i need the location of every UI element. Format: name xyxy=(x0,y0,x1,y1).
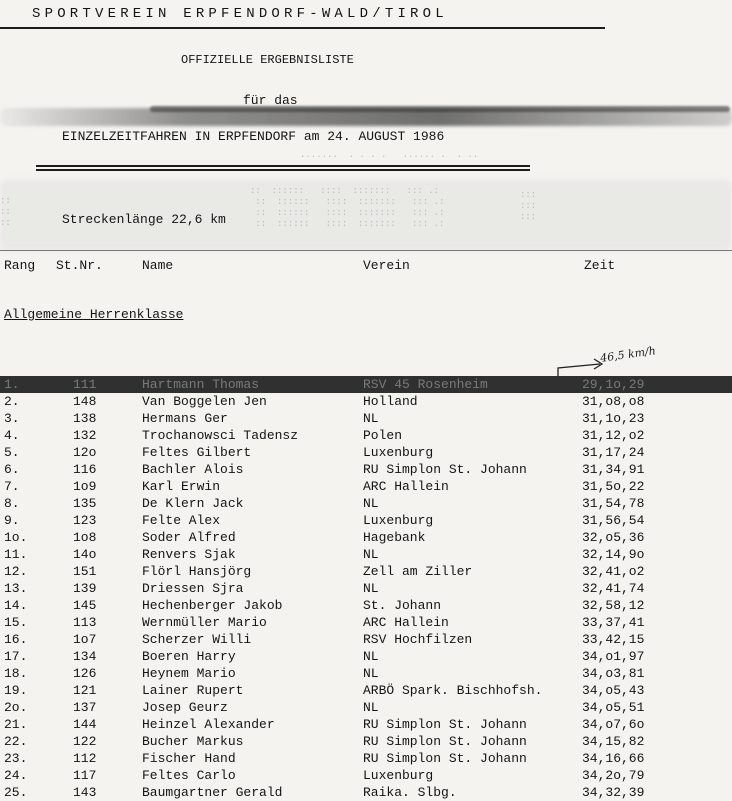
cell-rang: 8. xyxy=(4,496,20,511)
table-row xyxy=(0,784,732,801)
cell-verein: ARBÖ Spark. Bischhofsh. xyxy=(363,683,543,698)
cell-verein: RU Simplon St. Johann xyxy=(363,734,527,749)
table-row xyxy=(0,750,732,767)
cell-nr: 1o9 xyxy=(73,479,97,494)
table-row xyxy=(0,444,732,461)
cell-rang: 5. xyxy=(4,445,20,460)
cell-verein: ARC Hallein xyxy=(363,479,449,494)
cell-name: Bachler Alois xyxy=(142,462,244,477)
cell-rang: 6. xyxy=(4,462,20,477)
cell-rang: 25. xyxy=(4,785,28,800)
cell-rang: 13. xyxy=(4,581,28,596)
cell-rang: 18. xyxy=(4,666,28,681)
cell-zeit: 34,32,39 xyxy=(582,785,645,800)
cell-zeit: 33,37,41 xyxy=(582,615,645,630)
ghost-text: ::: ::: ::: xyxy=(520,190,537,222)
cell-zeit: 34,o3,81 xyxy=(582,666,645,681)
cell-nr: 117 xyxy=(73,768,97,783)
cell-name: Heynem Mario xyxy=(142,666,236,681)
cell-rang: 21. xyxy=(4,717,28,732)
cell-verein: Polen xyxy=(363,428,403,443)
column-header-verein: Verein xyxy=(363,258,410,273)
cell-zeit: 32,41,74 xyxy=(582,581,645,596)
table-row xyxy=(0,495,732,512)
cell-zeit: 31,1o,23 xyxy=(582,411,645,426)
table-row xyxy=(0,733,732,750)
cell-zeit: 31,5o,22 xyxy=(582,479,645,494)
cell-name: Soder Alfred xyxy=(142,530,236,545)
cell-zeit: 32,14,9o xyxy=(582,547,645,562)
class-label: Allgemeine Herrenklasse xyxy=(4,307,184,322)
cell-zeit: 31,34,91 xyxy=(582,462,645,477)
cell-verein: St. Johann xyxy=(363,598,442,613)
table-row xyxy=(0,427,732,444)
table-row xyxy=(0,376,732,393)
cell-rang: 24. xyxy=(4,768,28,783)
cell-zeit: 34,o7,6o xyxy=(582,717,645,732)
cell-nr: 145 xyxy=(73,598,97,613)
cell-name: Fischer Hand xyxy=(142,751,236,766)
cell-nr: 134 xyxy=(73,649,97,664)
cell-name: Hartmann Thomas xyxy=(142,377,260,392)
cell-name: Renvers Sjak xyxy=(142,547,236,562)
cell-name: Wernmüller Mario xyxy=(142,615,267,630)
table-row xyxy=(0,614,732,631)
cell-verein: NL xyxy=(363,496,379,511)
cell-rang: 16. xyxy=(4,632,28,647)
cell-rang: 1o. xyxy=(4,530,28,545)
cell-verein: Hagebank xyxy=(363,530,426,545)
ghost-text: :: :: :: xyxy=(0,196,11,228)
cell-nr: 137 xyxy=(73,700,97,715)
divider-rule xyxy=(0,250,732,251)
cell-verein: NL xyxy=(363,547,379,562)
cell-zeit: 34,15,82 xyxy=(582,734,645,749)
cell-verein: NL xyxy=(363,581,379,596)
cell-rang: 23. xyxy=(4,751,28,766)
cell-verein: NL xyxy=(363,700,379,715)
cell-verein: Holland xyxy=(363,394,418,409)
cell-name: Karl Erwin xyxy=(142,479,221,494)
cell-name: Feltes Carlo xyxy=(142,768,236,783)
cell-zeit: 33,42,15 xyxy=(582,632,645,647)
course-length: Streckenlänge 22,6 km xyxy=(62,212,226,227)
cell-nr: 1o7 xyxy=(73,632,97,647)
cell-verein: Luxenburg xyxy=(363,768,434,783)
cell-verein: NL xyxy=(363,666,379,681)
cell-verein: NL xyxy=(363,411,379,426)
column-header-zeit: Zeit xyxy=(584,258,616,273)
cell-name: Hermans Ger xyxy=(142,411,228,426)
cell-nr: 132 xyxy=(73,428,97,443)
cell-name: Van Boggelen Jen xyxy=(142,394,267,409)
table-row xyxy=(0,512,732,529)
cell-name: Flörl Hansjörg xyxy=(142,564,252,579)
cell-name: Josep Geurz xyxy=(142,700,228,715)
ghost-text: ....... . . . . ...... . . .. xyxy=(300,150,479,160)
table-row xyxy=(0,546,732,563)
header-rule xyxy=(0,27,605,29)
cell-nr: 1o8 xyxy=(73,530,97,545)
cell-name: Felte Alex xyxy=(142,513,221,528)
cell-zeit: 34,o5,43 xyxy=(582,683,645,698)
cell-zeit: 31,17,24 xyxy=(582,445,645,460)
cell-name: Boeren Harry xyxy=(142,649,236,664)
table-row xyxy=(0,461,732,478)
cell-nr: 144 xyxy=(73,717,97,732)
cell-nr: 112 xyxy=(73,751,97,766)
cell-name: Trochanowsci Tadensz xyxy=(142,428,299,443)
cell-name: Hechenberger Jakob xyxy=(142,598,283,613)
handwritten-note: 46,5 km/h xyxy=(599,344,657,365)
table-row xyxy=(0,597,732,614)
table-row xyxy=(0,393,732,410)
cell-nr: 111 xyxy=(73,377,97,392)
column-header-name: Name xyxy=(142,258,174,273)
cell-verein: Luxenburg xyxy=(363,513,434,528)
cell-name: De Klern Jack xyxy=(142,496,244,511)
cell-rang: 12. xyxy=(4,564,28,579)
cell-rang: 2o. xyxy=(4,700,28,715)
cell-rang: 22. xyxy=(4,734,28,749)
cell-zeit: 32,41,o2 xyxy=(582,564,645,579)
cell-rang: 15. xyxy=(4,615,28,630)
cell-nr: 148 xyxy=(73,394,97,409)
double-rule-bottom xyxy=(36,169,530,171)
cell-verein: RSV 45 Rosenheim xyxy=(363,377,488,392)
cell-zeit: 34,2o,79 xyxy=(582,768,645,783)
cell-zeit: 34,16,66 xyxy=(582,751,645,766)
table-row xyxy=(0,716,732,733)
cell-rang: 19. xyxy=(4,683,28,698)
table-row xyxy=(0,699,732,716)
cell-verein: Luxenburg xyxy=(363,445,434,460)
cell-verein: RSV Hochfilzen xyxy=(363,632,473,647)
cell-zeit: 34,o1,97 xyxy=(582,649,645,664)
cell-verein: Raika. Slbg. xyxy=(363,785,457,800)
cell-nr: 126 xyxy=(73,666,97,681)
cell-verein: RU Simplon St. Johann xyxy=(363,462,527,477)
column-header-rang: Rang xyxy=(4,258,36,273)
cell-name: Driessen Sjra xyxy=(142,581,244,596)
cell-zeit: 32,o5,36 xyxy=(582,530,645,545)
cell-rang: 4. xyxy=(4,428,20,443)
cell-zeit: 32,58,12 xyxy=(582,598,645,613)
cell-nr: 135 xyxy=(73,496,97,511)
cell-rang: 14. xyxy=(4,598,28,613)
cell-name: Scherzer Willi xyxy=(142,632,252,647)
cell-nr: 116 xyxy=(73,462,97,477)
photocopy-smear xyxy=(150,106,730,112)
ghost-text: :: :::::: :::: ::::::: ::: .: :: :::::: :::: ::::::: ::: .: :: :::::: :::: ::::::: ::: .: :: :::::: :::: ::::::: ::: .: xyxy=(250,186,445,229)
club-header: SPORTVEREIN ERPFENDORF-WALD/TIROL xyxy=(32,6,448,22)
cell-rang: 11. xyxy=(4,547,28,562)
cell-name: Baumgartner Gerald xyxy=(142,785,283,800)
cell-name: Heinzel Alexander xyxy=(142,717,275,732)
cell-verein: RU Simplon St. Johann xyxy=(363,751,527,766)
cell-verein: Zell am Ziller xyxy=(363,564,473,579)
cell-rang: 17. xyxy=(4,649,28,664)
cell-nr: 14o xyxy=(73,547,97,562)
cell-nr: 123 xyxy=(73,513,97,528)
cell-zeit: 31,o8,o8 xyxy=(582,394,645,409)
cell-rang: 9. xyxy=(4,513,20,528)
cell-nr: 121 xyxy=(73,683,97,698)
cell-zeit: 34,o5,51 xyxy=(582,700,645,715)
cell-zeit: 31,56,54 xyxy=(582,513,645,528)
cell-verein: RU Simplon St. Johann xyxy=(363,717,527,732)
table-row xyxy=(0,478,732,495)
table-row xyxy=(0,529,732,546)
table-row xyxy=(0,665,732,682)
cell-verein: ARC Hallein xyxy=(363,615,449,630)
event-title: EINZELZEITFAHREN IN ERPFENDORF am 24. AUGUST 1986 xyxy=(62,129,445,144)
table-row xyxy=(0,410,732,427)
table-row xyxy=(0,767,732,784)
cell-rang: 1. xyxy=(4,377,20,392)
cell-rang: 3. xyxy=(4,411,20,426)
cell-zeit: 31,54,78 xyxy=(582,496,645,511)
cell-verein: NL xyxy=(363,649,379,664)
double-rule-top xyxy=(36,165,530,167)
cell-nr: 12o xyxy=(73,445,97,460)
cell-rang: 2. xyxy=(4,394,20,409)
cell-nr: 113 xyxy=(73,615,97,630)
subtitle: für das xyxy=(243,93,298,108)
cell-nr: 122 xyxy=(73,734,97,749)
cell-rang: 7. xyxy=(4,479,20,494)
table-row xyxy=(0,631,732,648)
table-row xyxy=(0,682,732,699)
cell-name: Feltes Gilbert xyxy=(142,445,252,460)
column-header-nr: St.Nr. xyxy=(56,258,103,273)
table-row xyxy=(0,648,732,665)
cell-name: Lainer Rupert xyxy=(142,683,244,698)
cell-nr: 139 xyxy=(73,581,97,596)
cell-name: Bucher Markus xyxy=(142,734,244,749)
cell-nr: 143 xyxy=(73,785,97,800)
cell-zeit: 31,12,o2 xyxy=(582,428,645,443)
cell-nr: 151 xyxy=(73,564,97,579)
page-title: OFFIZIELLE ERGEBNISLISTE xyxy=(181,53,354,67)
cell-nr: 138 xyxy=(73,411,97,426)
table-row xyxy=(0,580,732,597)
cell-zeit: 29,1o,29 xyxy=(582,377,645,392)
table-row xyxy=(0,563,732,580)
